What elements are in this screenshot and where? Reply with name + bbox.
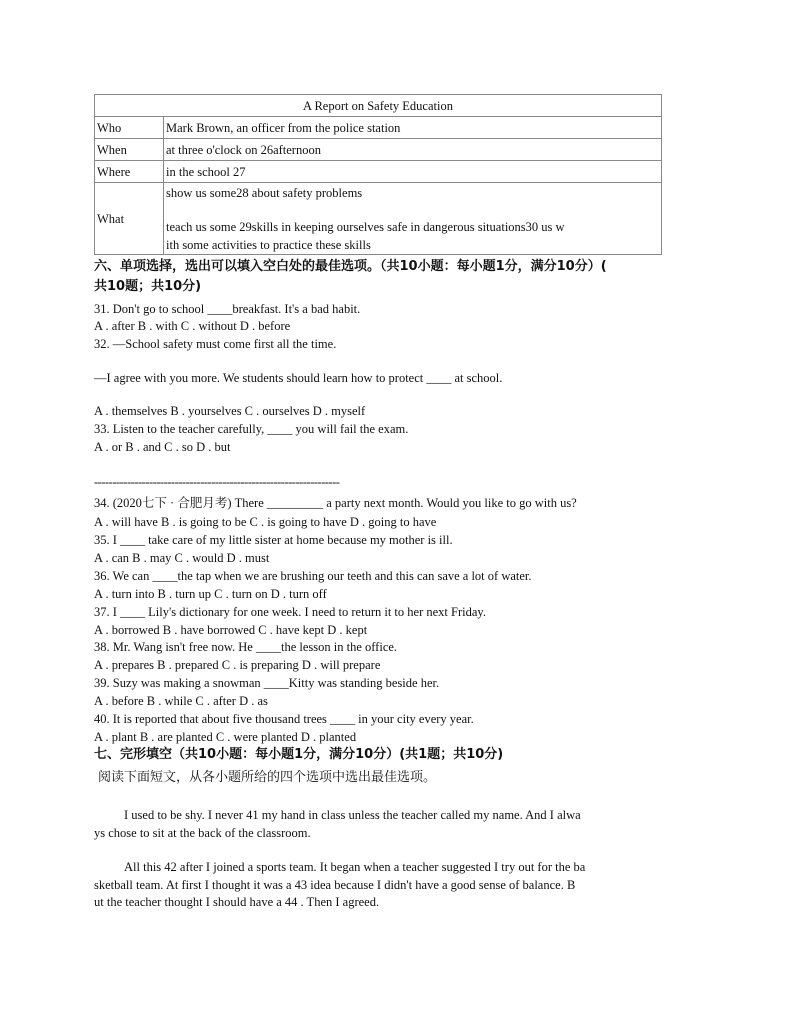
q33-options: A . or B . and C . so D . but [94,440,231,454]
section7-instruction: 阅读下面短文，从各小题所给的四个选项中选出最佳选项。 [98,770,437,785]
section7-heading: 七、完形填空（共10小题：每小题1分，满分10分）(共1题；共10分) [94,747,504,762]
q40-options: A . plant B . are planted C . were planted D . planted [94,730,357,744]
q32-stem: 32. —School safety must come first all the time. [94,337,337,351]
q32-reply: —I agree with you more. We students should learn how to protect ____ at school. [94,371,503,385]
para1-line1: I used to be shy. I never 41 my hand in class unless the teacher called my name. And I alwa [124,808,581,822]
q38-stem: 38. Mr. Wang isn't free now. He ____the lesson in the office. [94,640,398,654]
q37-stem: 37. I ____ Lily's dictionary for one week. I need to return it to her next Friday. [94,605,486,619]
q31-options: A . after B . with C . without D . before [94,319,291,333]
section6-heading-line2: 共10题；共10分) [94,279,202,294]
para1-line2: ys chose to sit at the back of the classroom. [94,826,311,840]
row-label-who: Who [95,117,164,139]
q40-stem: 40. It is reported that about five thousand trees ____ in your city every year. [94,712,474,726]
q39-stem: 39. Suzy was making a snowman ____Kitty was standing beside her. [94,676,440,690]
what-line-3: ith some activities to practice these skills [166,238,371,252]
row-value-where: in the school 27 [164,161,662,183]
para2-line2: sketball team. At first I thought it was a 43 idea because I didn't have a good sense of balance. B [94,878,576,892]
row-label-what: What [95,183,164,255]
q32-options: A . themselves B . yourselves C . ourselves D . myself [94,404,366,418]
row-value-when: at three o'clock on 26afternoon [164,139,662,161]
what-line-1: show us some28 about safety problems [166,186,363,200]
row-value-what [164,183,662,255]
para2-line3: ut the teacher thought I should have a 44 . Then I agreed. [94,895,380,909]
q35-stem: 35. I ____ take care of my little sister at home because my mother is ill. [94,533,453,547]
q34-stem: 34. (2020七下 · 合肥月考) There _________ a party next month. Would you like to go with us? [94,496,577,510]
q37-options: A . borrowed B . have borrowed C . have kept D . kept [94,623,368,637]
q31-stem: 31. Don't go to school ____breakfast. It's a bad habit. [94,302,361,316]
divider-line: ------------------------------------------------------------------- [94,475,340,489]
q38-options: A . prepares B . prepared C . is preparing D . will prepare [94,658,381,672]
q35-options: A . can B . may C . would D . must [94,551,270,565]
table-title: A Report on Safety Education [95,95,662,117]
what-line-2: teach us some 29skills in keeping ourselves safe in dangerous situations30 us w [166,220,565,234]
q36-options: A . turn into B . turn up C . turn on D . turn off [94,587,327,601]
para2-line1: All this 42 after I joined a sports team. It began when a teacher suggested I try out for the ba [124,860,586,874]
q34-options: A . will have B . is going to be C . is going to have D . going to have [94,515,437,529]
section6-heading-line1: 六、单项选择，选出可以填入空白处的最佳选项。（共10小题：每小题1分，满分10分）( [94,259,607,274]
row-label-where: Where [95,161,164,183]
row-label-when: When [95,139,164,161]
q39-options: A . before B . while C . after D . as [94,694,268,708]
safety-report-table [94,94,662,255]
q33-stem: 33. Listen to the teacher carefully, ____ you will fail the exam. [94,422,409,436]
row-value-who: Mark Brown, an officer from the police station [164,117,662,139]
q36-stem: 36. We can ____the tap when we are brushing our teeth and this can save a lot of water. [94,569,532,583]
